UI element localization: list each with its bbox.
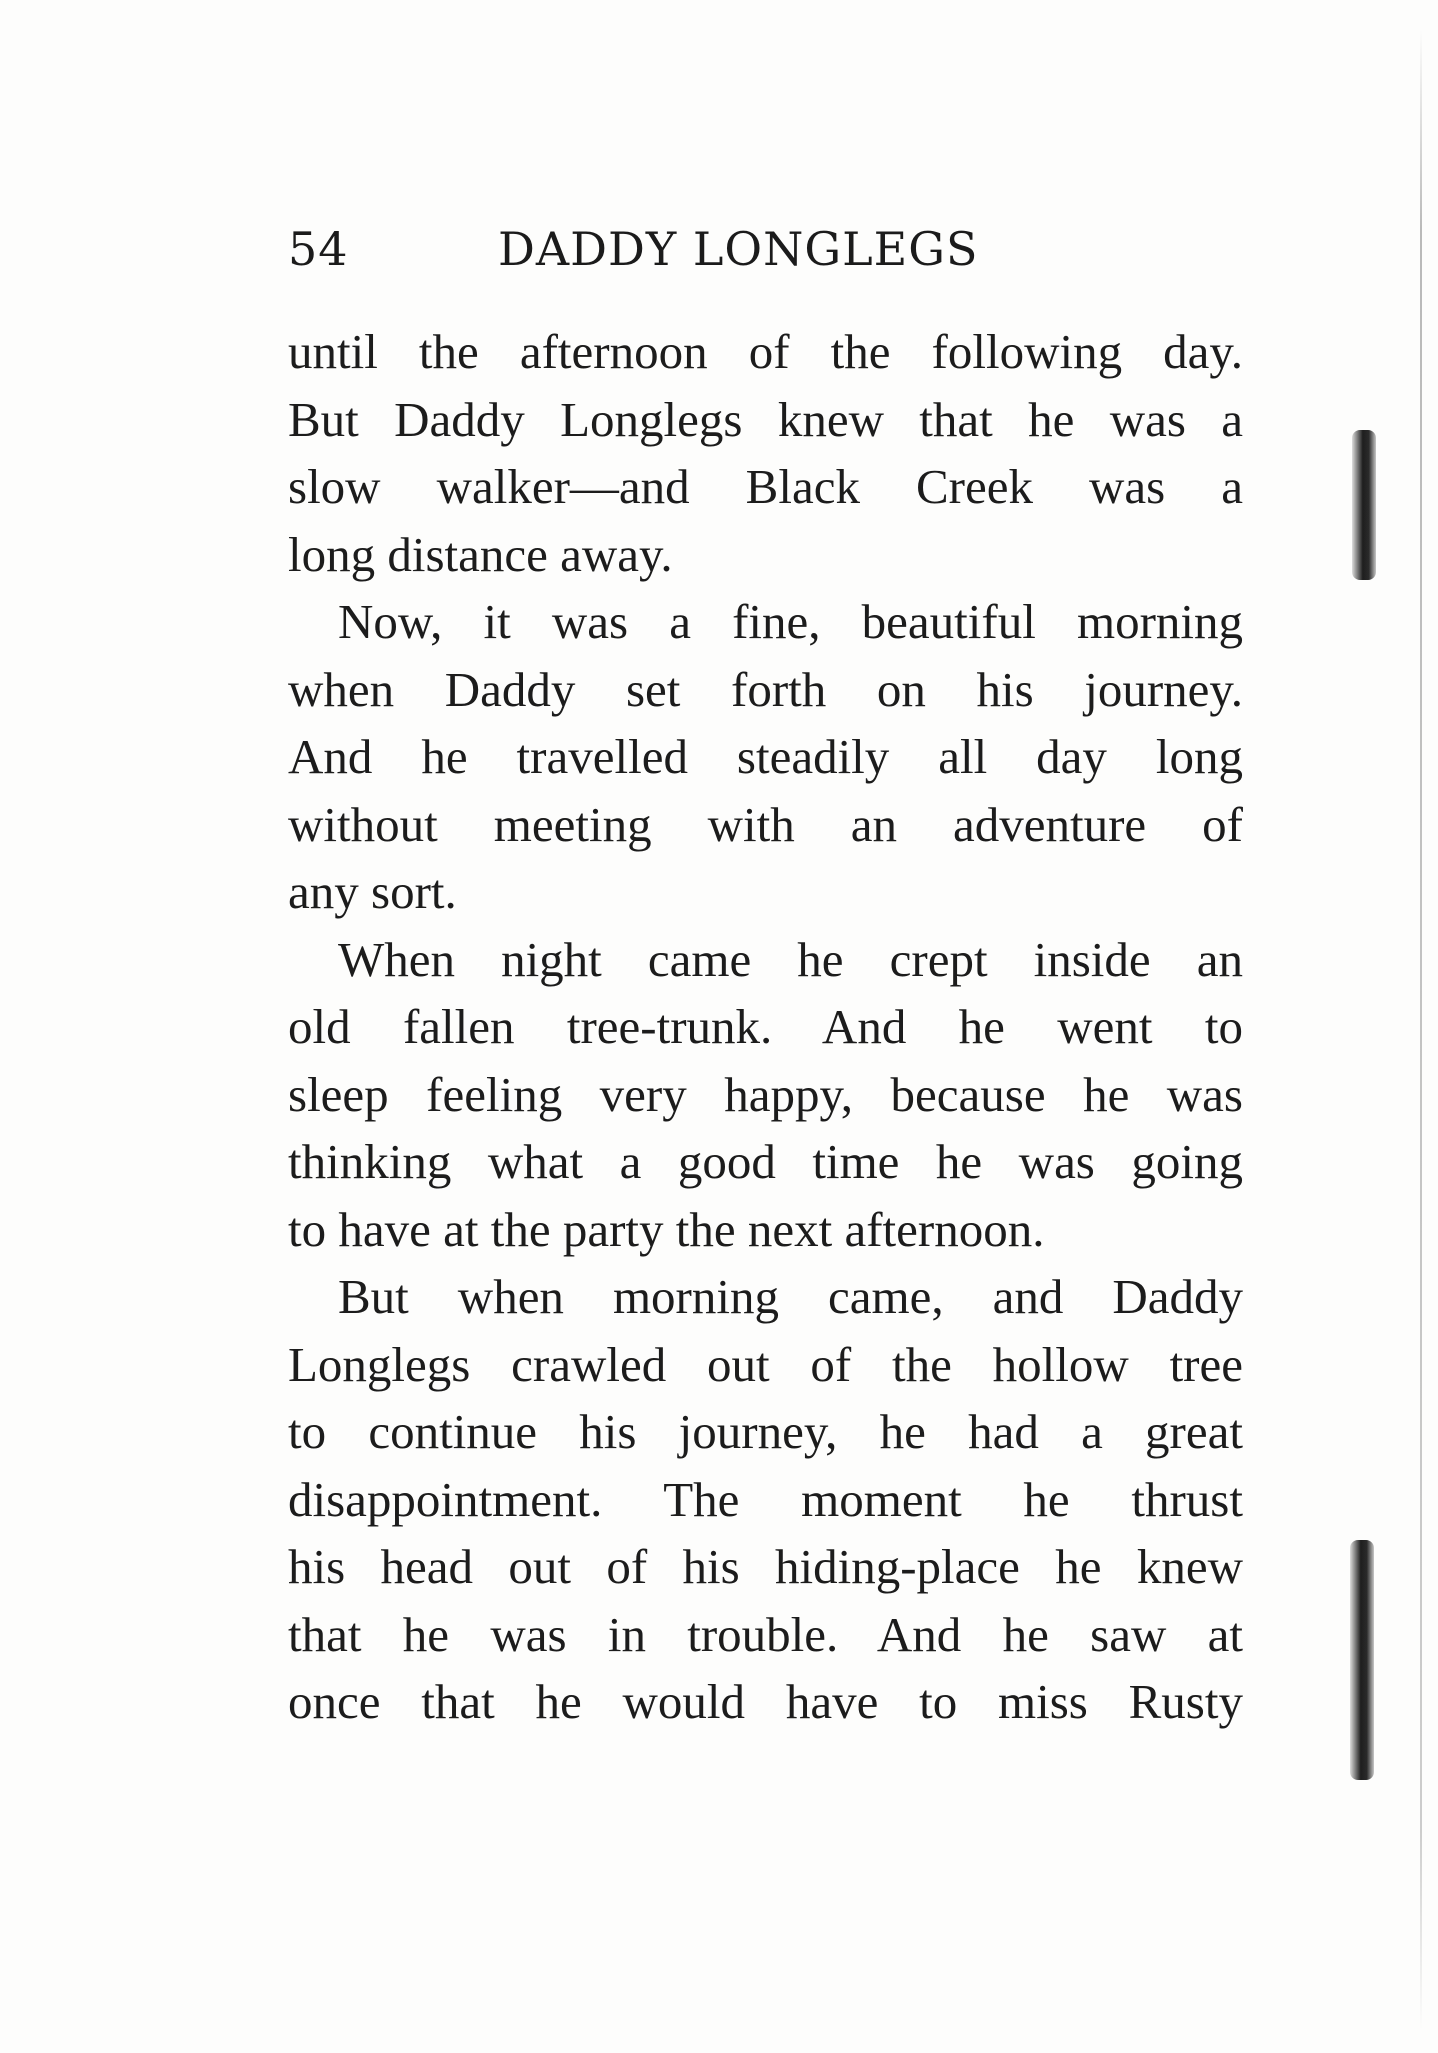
text-line: And he travelled steadily all day long (288, 729, 1243, 784)
text-line: sleep feeling very happy, because he was (288, 1066, 1243, 1122)
page-edge-line (1420, 30, 1422, 2030)
text-line: disappointment. The moment he thrust (288, 1471, 1243, 1527)
text-line: Longlegs crawled out of the hollow tree (288, 1336, 1243, 1392)
text-line: his head out of his hiding-place he knew (288, 1539, 1243, 1594)
paragraph-3 (288, 926, 1243, 1264)
text-line: to continue his journey, he had a great (288, 1404, 1243, 1459)
text-line: to have at the party the next afternoon. (288, 1201, 1045, 1257)
text-line: any sort. (288, 864, 457, 919)
print-bleed-mark (1350, 1540, 1374, 1780)
paragraph-4 (288, 1263, 1243, 1736)
text-line: thinking what a good time he was going (288, 1134, 1243, 1189)
text-line: old fallen tree-trunk. And he went to (288, 999, 1243, 1054)
text-line: But Daddy Longlegs knew that he was a (288, 391, 1243, 447)
book-title: DADDY LONGLEGS (498, 222, 979, 276)
text-line: Now, it was a fine, beautiful morning (338, 594, 1243, 649)
text-line: that he was in trouble. And he saw at (288, 1606, 1243, 1662)
text-line: once that he would have to miss Rusty (288, 1674, 1243, 1729)
print-bleed-mark (1352, 430, 1376, 580)
text-line: when Daddy set forth on his journey. (288, 661, 1243, 717)
text-line: When night came he crept inside an (338, 931, 1243, 987)
text-line: slow walker—and Black Creek was a (288, 459, 1243, 514)
paragraph-2 (288, 588, 1243, 926)
text-line: without meeting with an adventure of (288, 796, 1243, 852)
text-line: But when morning came, and Daddy (338, 1269, 1243, 1324)
running-head (288, 222, 1243, 292)
text-line: until the afternoon of the following day. (288, 324, 1243, 379)
text-line: long distance away. (288, 526, 673, 582)
page-number: 54 (288, 222, 349, 276)
body-text (288, 318, 1243, 1736)
paragraph-1 (288, 318, 1243, 588)
